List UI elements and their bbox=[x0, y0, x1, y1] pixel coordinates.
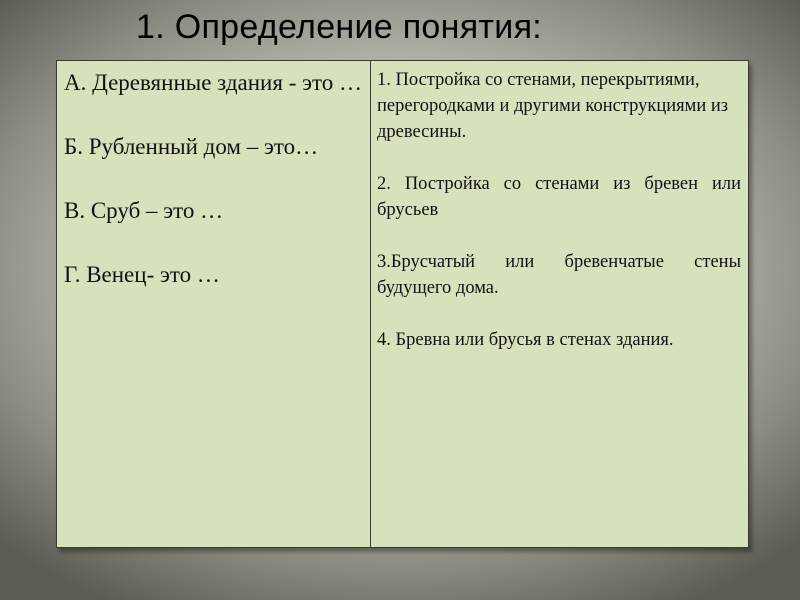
definition-item: 1. Постройка со стенами, перекрытиями, перегородками и другими конструкциями из древесины. bbox=[377, 70, 729, 142]
term-item: Б. Рубленный дом – это… bbox=[64, 134, 319, 159]
slide-title: 1. Определение понятия: bbox=[136, 8, 543, 46]
definition-item: 4. Бревна или брусья в стенах здания. bbox=[377, 330, 674, 350]
definition-item: 2. Постройка со стенами из бревен или брусьев bbox=[377, 174, 741, 220]
term-item: А. Деревянные здания - это … bbox=[64, 70, 362, 95]
definitions-table bbox=[56, 60, 749, 548]
definition-item: 3.Брусчатый или бревенчатые стены будущего дома. bbox=[377, 252, 741, 298]
terms-column bbox=[57, 61, 371, 547]
definitions-column bbox=[371, 61, 748, 547]
term-item: В. Сруб – это … bbox=[64, 198, 224, 223]
term-item: Г. Венец- это … bbox=[64, 262, 220, 287]
